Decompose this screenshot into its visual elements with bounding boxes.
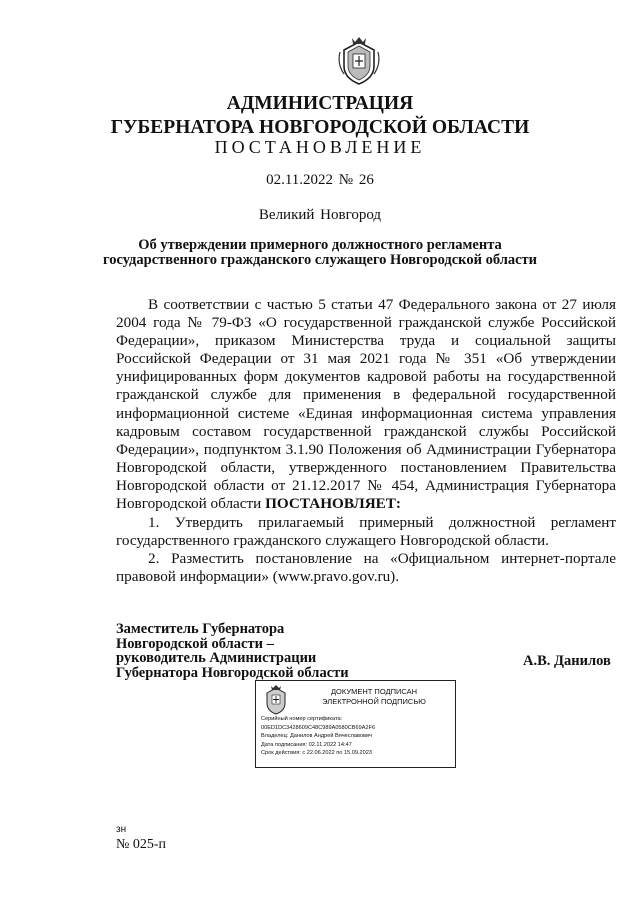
- decree-item-2: [116, 550, 616, 586]
- signatory-position-line2: Новгородской области –: [116, 635, 274, 652]
- coat-of-arms-icon: [262, 685, 290, 715]
- certificate-serial-value: 00ED1DC3428609C48C989A0580CB69A2F6: [261, 724, 376, 731]
- signatory-position-line1: Заместитель Губернатора: [116, 621, 285, 637]
- main-paragraph: [116, 296, 616, 513]
- stamp-heading-line1: ДОКУМЕНТ ПОДПИСАН: [330, 687, 418, 696]
- decree-item-2-text: 2. Разместить постановление на «Официальном интернет-портале правовой информации» (www.pravo.gov.ru).: [116, 550, 616, 586]
- executor-code: зн: [116, 824, 127, 835]
- organization-name-line1: АДМИНИСТРАЦИЯ: [226, 93, 414, 114]
- document-title-line1: Об утверждении примерного должностного регламента: [138, 237, 502, 253]
- main-paragraph-text: В соответствии с частью 5 статьи 47 Федерального закона от 27 июля 2004 года № 79-ФЗ «О государственной гражданской службе Российской Федерации», приказом Министерства труда и социальной защиты Российской Федерации от 31 мая 2021 года № 351 «Об утверждении унифицированных форм документов кадровой работы на государственной гражданской службе для применения в федеральной государственной информационной системе «Единая информационная система управления кадровым составом государственной гражданской службы Российской Федерации», подпунктом 3.1.90 Положения об Администрации Губернатора Новгородской области, утвержденного постановлением Правительства Новгородской области от 21.12.2017 № 454, Администрация Губернатора Новгородской области: [116, 296, 616, 513]
- stamp-heading: [294, 687, 454, 707]
- electronic-signature-stamp: [255, 680, 456, 768]
- date-and-number: 02.11.2022 № 26: [266, 172, 374, 188]
- registration-number: № 025-п: [116, 837, 167, 852]
- decree-item-1: [116, 514, 616, 550]
- stamp-heading-line2: ЭЛЕКТРОННОЙ ПОДПИСЬЮ: [322, 697, 426, 706]
- document-type: ПОСТАНОВЛЕНИЕ: [214, 137, 426, 157]
- document-title-line2: государственного гражданского служащего Новгородской области: [102, 252, 538, 268]
- signatory-position-line3: руководитель Администрации: [116, 650, 317, 666]
- certificate-serial-label: Серийный номер сертификата:: [261, 716, 343, 722]
- signatory-position-line4: Губернатора Новгородской области: [116, 664, 349, 681]
- decree-item-1-text: 1. Утвердить прилагаемый примерный должностной регламент государственного гражданского служащего Новгородской области.: [116, 514, 616, 550]
- stamp-details: [261, 715, 375, 758]
- certificate-owner: Владелец: Данилов Андрей Вячеславович: [261, 733, 372, 740]
- signatory-position: [116, 622, 349, 680]
- document-title: [80, 238, 560, 268]
- certificate-validity: Срок действия: с 22.06.2022 по 15.09.2023: [261, 750, 372, 757]
- signing-date: Дата подписания: 02.11.2022 14:47: [261, 741, 352, 748]
- signatory-name: А.В. Данилов: [523, 653, 611, 669]
- city: Великий Новгород: [258, 207, 382, 223]
- decree-keyword: ПОСТАНОВЛЯЕТ:: [265, 495, 401, 513]
- organization-name-line2: ГУБЕРНАТОРА НОВГОРОДСКОЙ ОБЛАСТИ: [110, 117, 530, 138]
- coat-of-arms-icon: [336, 36, 382, 86]
